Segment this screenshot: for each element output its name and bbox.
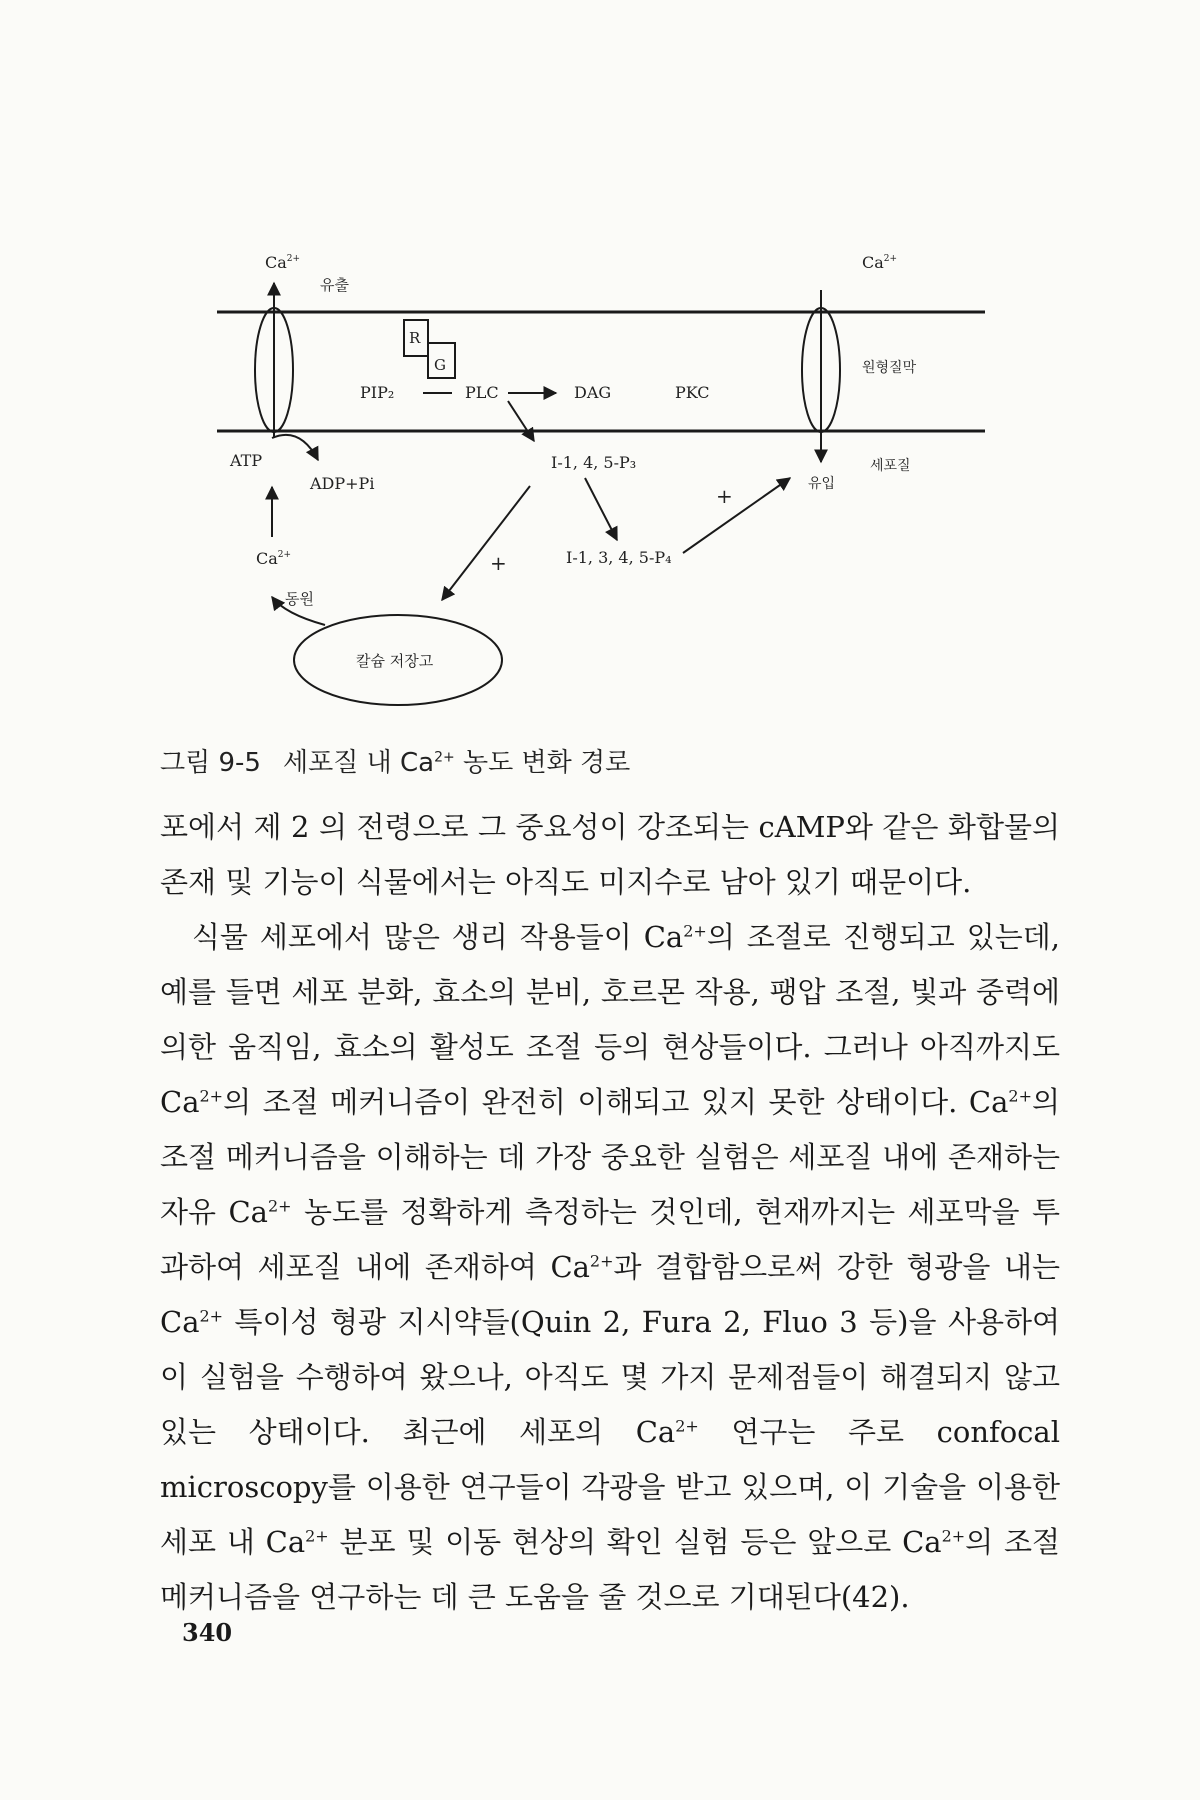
cytoplasm-label: 세포질 xyxy=(870,458,911,474)
plus-upper: + xyxy=(716,484,733,508)
pkc-label: PKC xyxy=(675,383,710,402)
ip4-to-influx-arrow xyxy=(683,478,790,553)
atp-hydrolysis-arrow xyxy=(272,435,318,460)
ip3-to-ip4-arrow xyxy=(585,478,617,540)
ca-top-left-label: $Ca^{2+}$ xyxy=(265,253,301,272)
receptor-label: R xyxy=(409,329,421,347)
plus-lower: + xyxy=(490,551,507,575)
figure-caption xyxy=(160,742,630,779)
page-number: 340 xyxy=(182,1618,233,1647)
body-text xyxy=(160,800,1060,1625)
calcium-store-label: 칼슘 저장고 xyxy=(356,652,434,670)
efflux-label: 유출 xyxy=(320,276,349,294)
ip4-label: I-1, 3, 4, 5-P₄ xyxy=(566,548,672,567)
paragraph-1: 포에서 제 2 의 전령으로 그 중요성이 강조되는 cAMP와 같은 화합물의 존재 및 기능이 식물에서는 아직도 미지수로 남아 있기 때문이다. xyxy=(160,810,1060,899)
plasma-membrane-label: 원형질막 xyxy=(862,360,917,376)
caption-text-before: 세포질 내 Ca xyxy=(282,748,435,778)
influx-label: 유입 xyxy=(808,476,836,492)
adp-pi-label: ADP+Pi xyxy=(310,474,375,493)
dag-label: DAG xyxy=(574,383,612,402)
mobilization-label: 동원 xyxy=(285,590,314,608)
pip2-label: PIP₂ xyxy=(360,383,395,402)
plc-to-ip3-arrow xyxy=(508,401,534,441)
atp-label: ATP xyxy=(230,451,263,470)
paragraph-2: 식물 세포에서 많은 생리 작용들이 $Ca^{2+}$의 조절로 진행되고 있는데, 예를 들면 세포 분화, 효소의 분비, 호르몬 작용, 팽압 조절, 빛과 중력에 의한 움직임, 효소의 활성도 조절 등의 현상들이다. 그러나 아직까지도 $Ca^{2+}$의 조절 메커니즘이 완전히 이해되고 있지 못한 상태이다. $Ca^{2+}$의 조절 메커니즘을 이해하는 데 가장 중요한 실험은 세포질 내에 존재하는 자유 $Ca^{2+}$ 농도를 정확하게 측정하는 것인데, 현재까지는 세포막을 투과하여 세포질 내에 존재하여 $Ca^{2+}$과 결합함으로써 강한 형광을 내는 $Ca^{2+}$ 특이성 형광 지시약들(Quin 2, Fura 2, Fluo 3 등)을 사용하여 이 실험을 수행하여 왔으나, 아직도 몇 가지 문제점들이 해결되지 않고 있는 상태이다. 최근에 세포의 $Ca^{2+}$ 연구는 주로 confocal microscopy를 이용한 연구들이 각광을 받고 있으며, 이 기술을 이용한 세포 내 $Ca^{2+}$ 분포 및 이동 현상의 확인 실험 등은 앞으로 $Ca^{2+}$의 조절 메커니즘을 연구하는 데 큰 도움을 줄 것으로 기대된다(42). xyxy=(160,920,1060,1614)
ca-top-right-label: $Ca^{2+}$ xyxy=(862,253,898,272)
ip3-label: I-1, 4, 5-P₃ xyxy=(551,453,637,472)
ip3-to-store-arrow xyxy=(442,486,530,600)
figure-number: 그림 9-5 xyxy=(160,748,261,778)
ca-lower-left-label: $Ca^{2+}$ xyxy=(256,549,292,568)
calcium-pathway-diagram xyxy=(0,0,1200,740)
caption-superscript: 2+ xyxy=(434,749,455,766)
plc-label: PLC xyxy=(465,383,499,402)
caption-text-after: 농도 변화 경로 xyxy=(454,748,631,778)
g-protein-label: G xyxy=(434,356,446,374)
